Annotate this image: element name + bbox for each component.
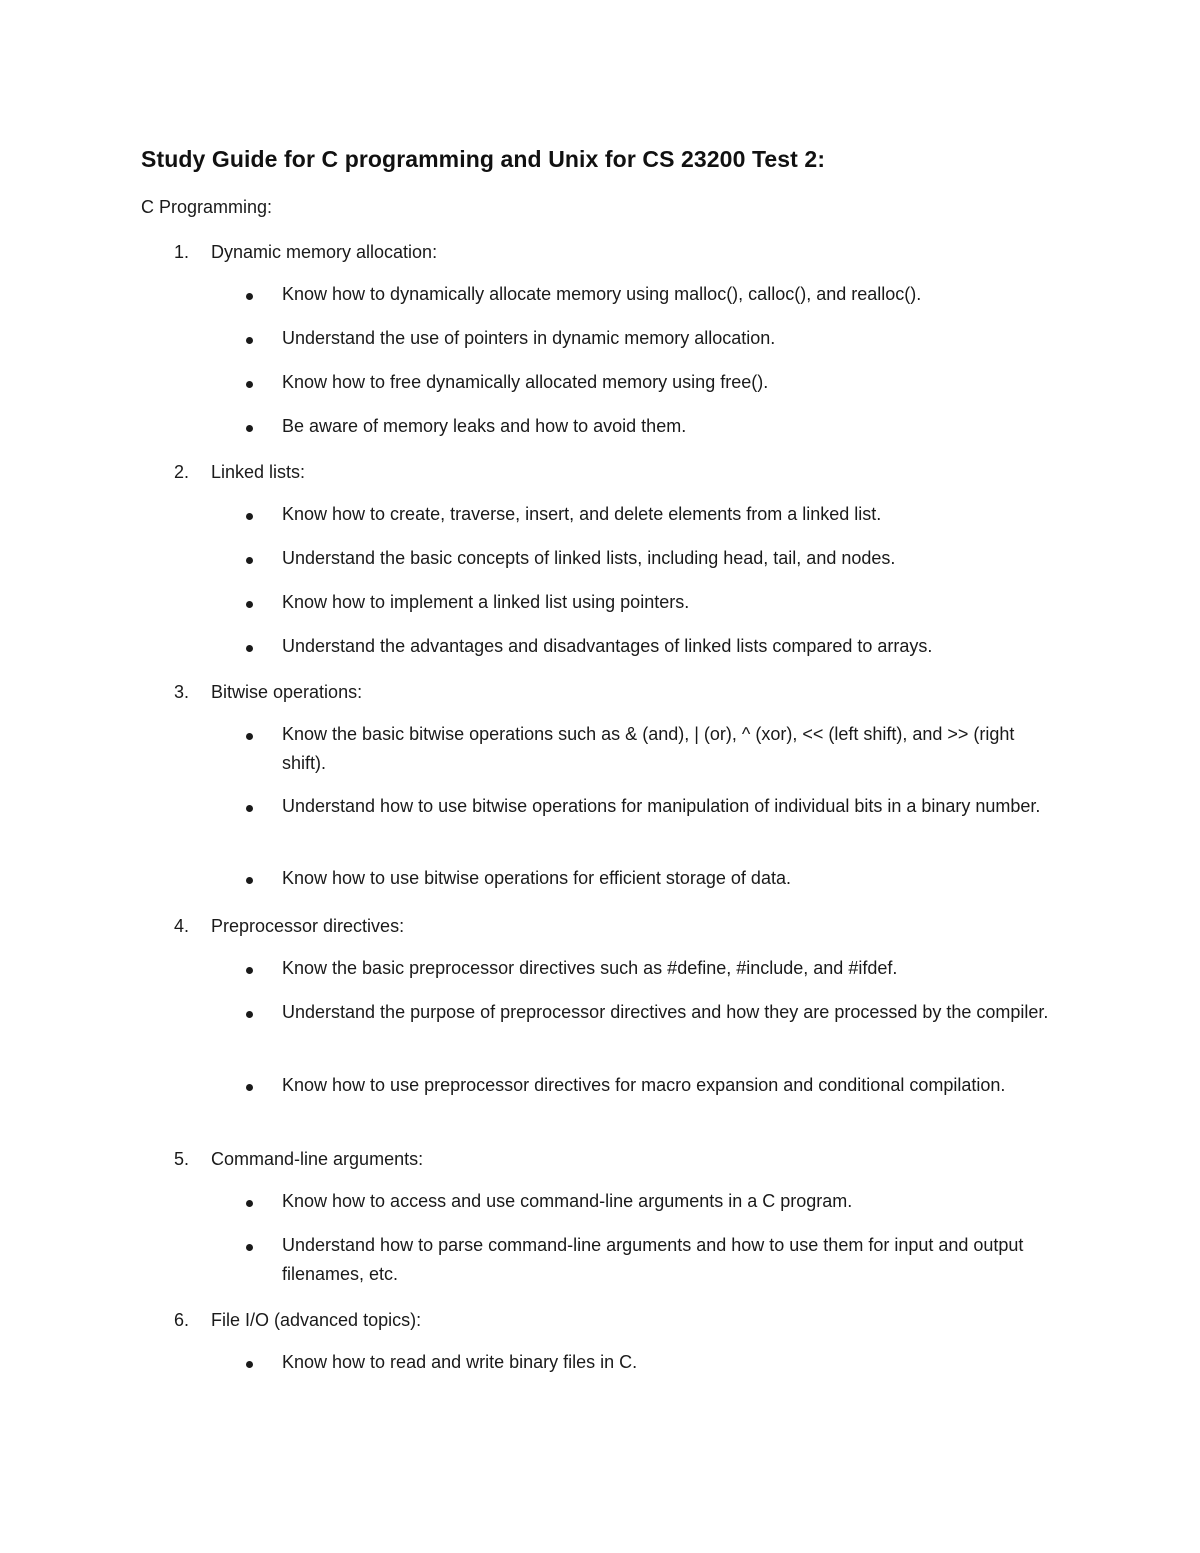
bullet-dot-icon [246, 805, 253, 812]
topic-number: 2. [174, 462, 190, 482]
bullet-dot-icon [246, 381, 253, 388]
topic-title: Linked lists: [211, 462, 306, 482]
bullet-dot-icon [246, 337, 253, 344]
bullet-item: Know the basic preprocessor directives such as #define, #include, and #ifdef. [282, 958, 898, 978]
bullet-dot-icon [246, 733, 253, 740]
bullet-item: Know how to free dynamically allocated memory using free(). [282, 372, 769, 392]
bullet-dot-icon [246, 601, 253, 608]
bullet-dot-icon [246, 967, 253, 974]
topic-number: 5. [174, 1149, 190, 1169]
bullet-item: Be aware of memory leaks and how to avoid them. [282, 416, 687, 436]
bullet-dot-icon [246, 1200, 253, 1207]
bullet-item: Understand the advantages and disadvantages of linked lists compared to arrays. [282, 636, 933, 656]
bullet-item: Know how to access and use command-line arguments in a C program. [282, 1191, 853, 1211]
bullet-item: Understand the basic concepts of linked lists, including head, tail, and nodes. [282, 548, 896, 568]
document-title: Study Guide for C programming and Unix for CS 23200 Test 2: [141, 146, 826, 172]
bullet-item: Know how to create, traverse, insert, and delete elements from a linked list. [282, 504, 882, 524]
bullet-dot-icon [246, 877, 253, 884]
topic-title: Bitwise operations: [211, 682, 363, 702]
bullet-dot-icon [246, 557, 253, 564]
bullet-dot-icon [246, 1361, 253, 1368]
bullet-item: Understand how to parse command-line arguments and how to use them for input and output filenames, etc. [282, 1235, 1024, 1284]
topic-title: Dynamic memory allocation: [211, 242, 438, 262]
topic-title: Command-line arguments: [211, 1149, 424, 1169]
topic-number: 4. [174, 916, 190, 936]
bullet-item: Understand the use of pointers in dynamic memory allocation. [282, 328, 776, 348]
bullet-dot-icon [246, 645, 253, 652]
topic-number: 1. [174, 242, 190, 262]
bullet-dot-icon [246, 1244, 253, 1251]
bullet-item: Know how to dynamically allocate memory using malloc(), calloc(), and realloc(). [282, 284, 922, 304]
bullet-item: Know how to use preprocessor directives for macro expansion and conditional compilation. [282, 1075, 1006, 1095]
topic-number: 3. [174, 682, 190, 702]
section-heading: C Programming: [141, 197, 273, 217]
bullet-dot-icon [246, 425, 253, 432]
topic-number: 6. [174, 1310, 190, 1330]
topic-title: File I/O (advanced topics): [211, 1310, 422, 1330]
bullet-item: Understand how to use bitwise operations for manipulation of individual bits in a binary number. [282, 796, 1041, 816]
bullet-item: Know how to read and write binary files in C. [282, 1352, 638, 1372]
bullet-item: Know the basic bitwise operations such as & (and), | (or), ^ (xor), << (left shift), and >> (right shift). [282, 724, 1015, 773]
topic-title: Preprocessor directives: [211, 916, 405, 936]
bullet-dot-icon [246, 293, 253, 300]
bullet-dot-icon [246, 1011, 253, 1018]
bullet-item: Know how to implement a linked list using pointers. [282, 592, 690, 612]
bullet-item: Know how to use bitwise operations for efficient storage of data. [282, 868, 791, 888]
bullet-item: Understand the purpose of preprocessor directives and how they are processed by the compiler. [282, 1002, 1049, 1022]
bullet-dot-icon [246, 513, 253, 520]
bullet-dot-icon [246, 1084, 253, 1091]
